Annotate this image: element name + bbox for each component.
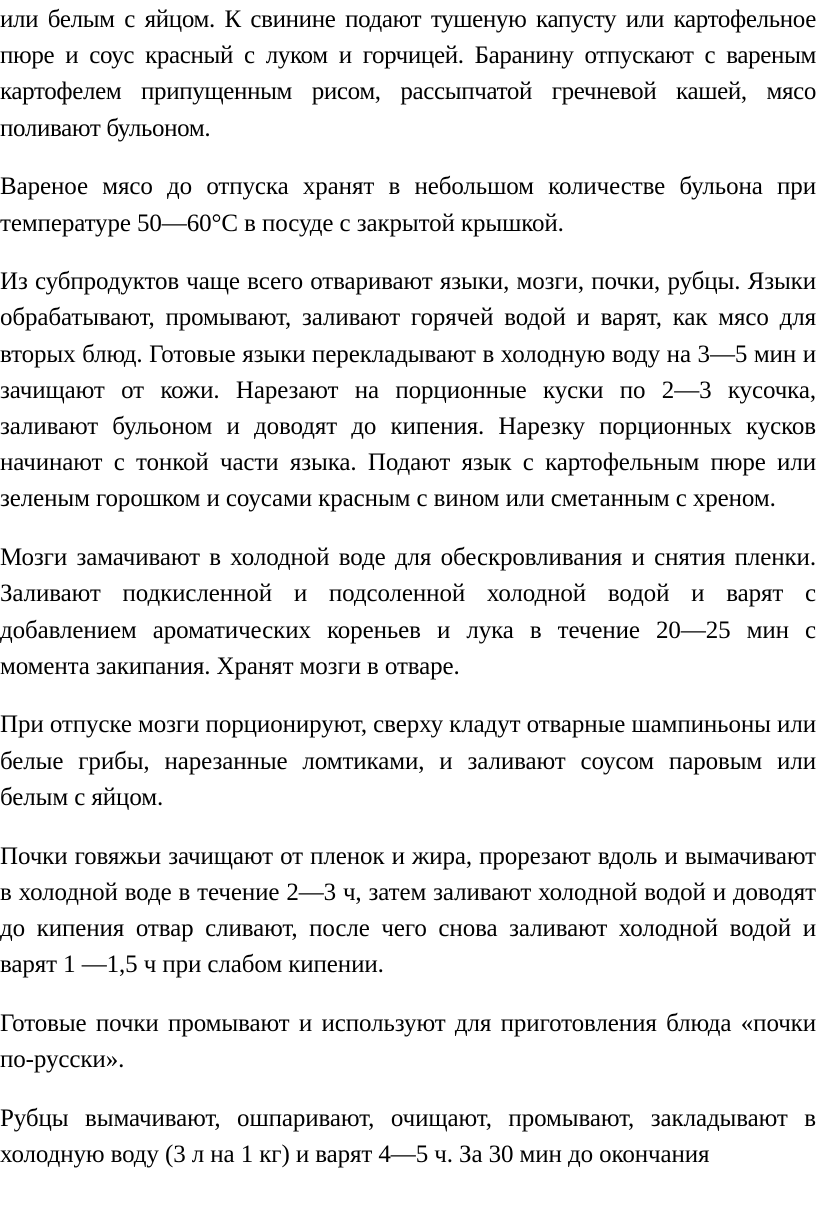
paragraph-tongues: Из субпродуктов чаще всего отваривают языки, мозги, почки, рубцы. Языки обрабатывают, промывают, заливают горячей водой и варят, как мясо для вторых блюд. Готовые языки перекладывают в холодную воду на 3—5 мин и зачищают от кожи. Нарезают на порционные куски по 2—3 кусочка, заливают бульоном и доводят до кипения. Нарезку порционных кусков начинают с тонкой части языка. Подают язык с картофельным пюре или зеленым горошком и соусами красным с вином или сметанным с хреном. [0,268,816,513]
paragraph-kidneys-usage: Готовые почки промывают и используют для приготовления блюда «почки по-русски». [0,1009,816,1074]
paragraph-tripe: Рубцы вымачивают, ошпаривают, очищают, промывают, закладывают в холодную воду (3 л на 1 кг) и варят 4—5 ч. За 30 мин до окончания [0,1104,816,1168]
paragraph-kidneys: Почки говяжьи зачищают от пленок и жира, прорезают вдоль и вымачивают в холодной воде в течение 2—3 ч, затем заливают холодной водой и доводят до кипения отвар сливают, после чего снова заливают холодной водой и варят 1 —1,5 ч при слабом кипении. [0,842,816,979]
paragraph-serving-sides: или белым с яйцом. К свинине подают тушеную капусту или картофельное пюре и соус красный с луком и горчицей. Баранину отпускают с вареным картофелем припущенным рисом, рассыпчатой гречневой кашей, мясо поливают бульоном. [0,6,816,142]
paragraph-brains: Мозги замачивают в холодной воде для обескровливания и снятия пленки. Заливают подкисленной и подсоленной холодной водой и варят с добавлением ароматических кореньев и лука в течение 20—25 мин с момента закипания. Хранят мозги в отваре. [0,544,816,680]
paragraph-storage-temperature: Вареное мясо до отпуска хранят в небольшом количестве бульона при температуре 50—60°С в посуде с закрытой крышкой. [0,173,816,237]
paragraph-brains-serving: При отпуске мозги порционируют, сверху кладут отварные шампиньоны или белые грибы, нарезанные ломтиками, и заливают соусом паровым или белым с яйцом. [0,711,816,811]
